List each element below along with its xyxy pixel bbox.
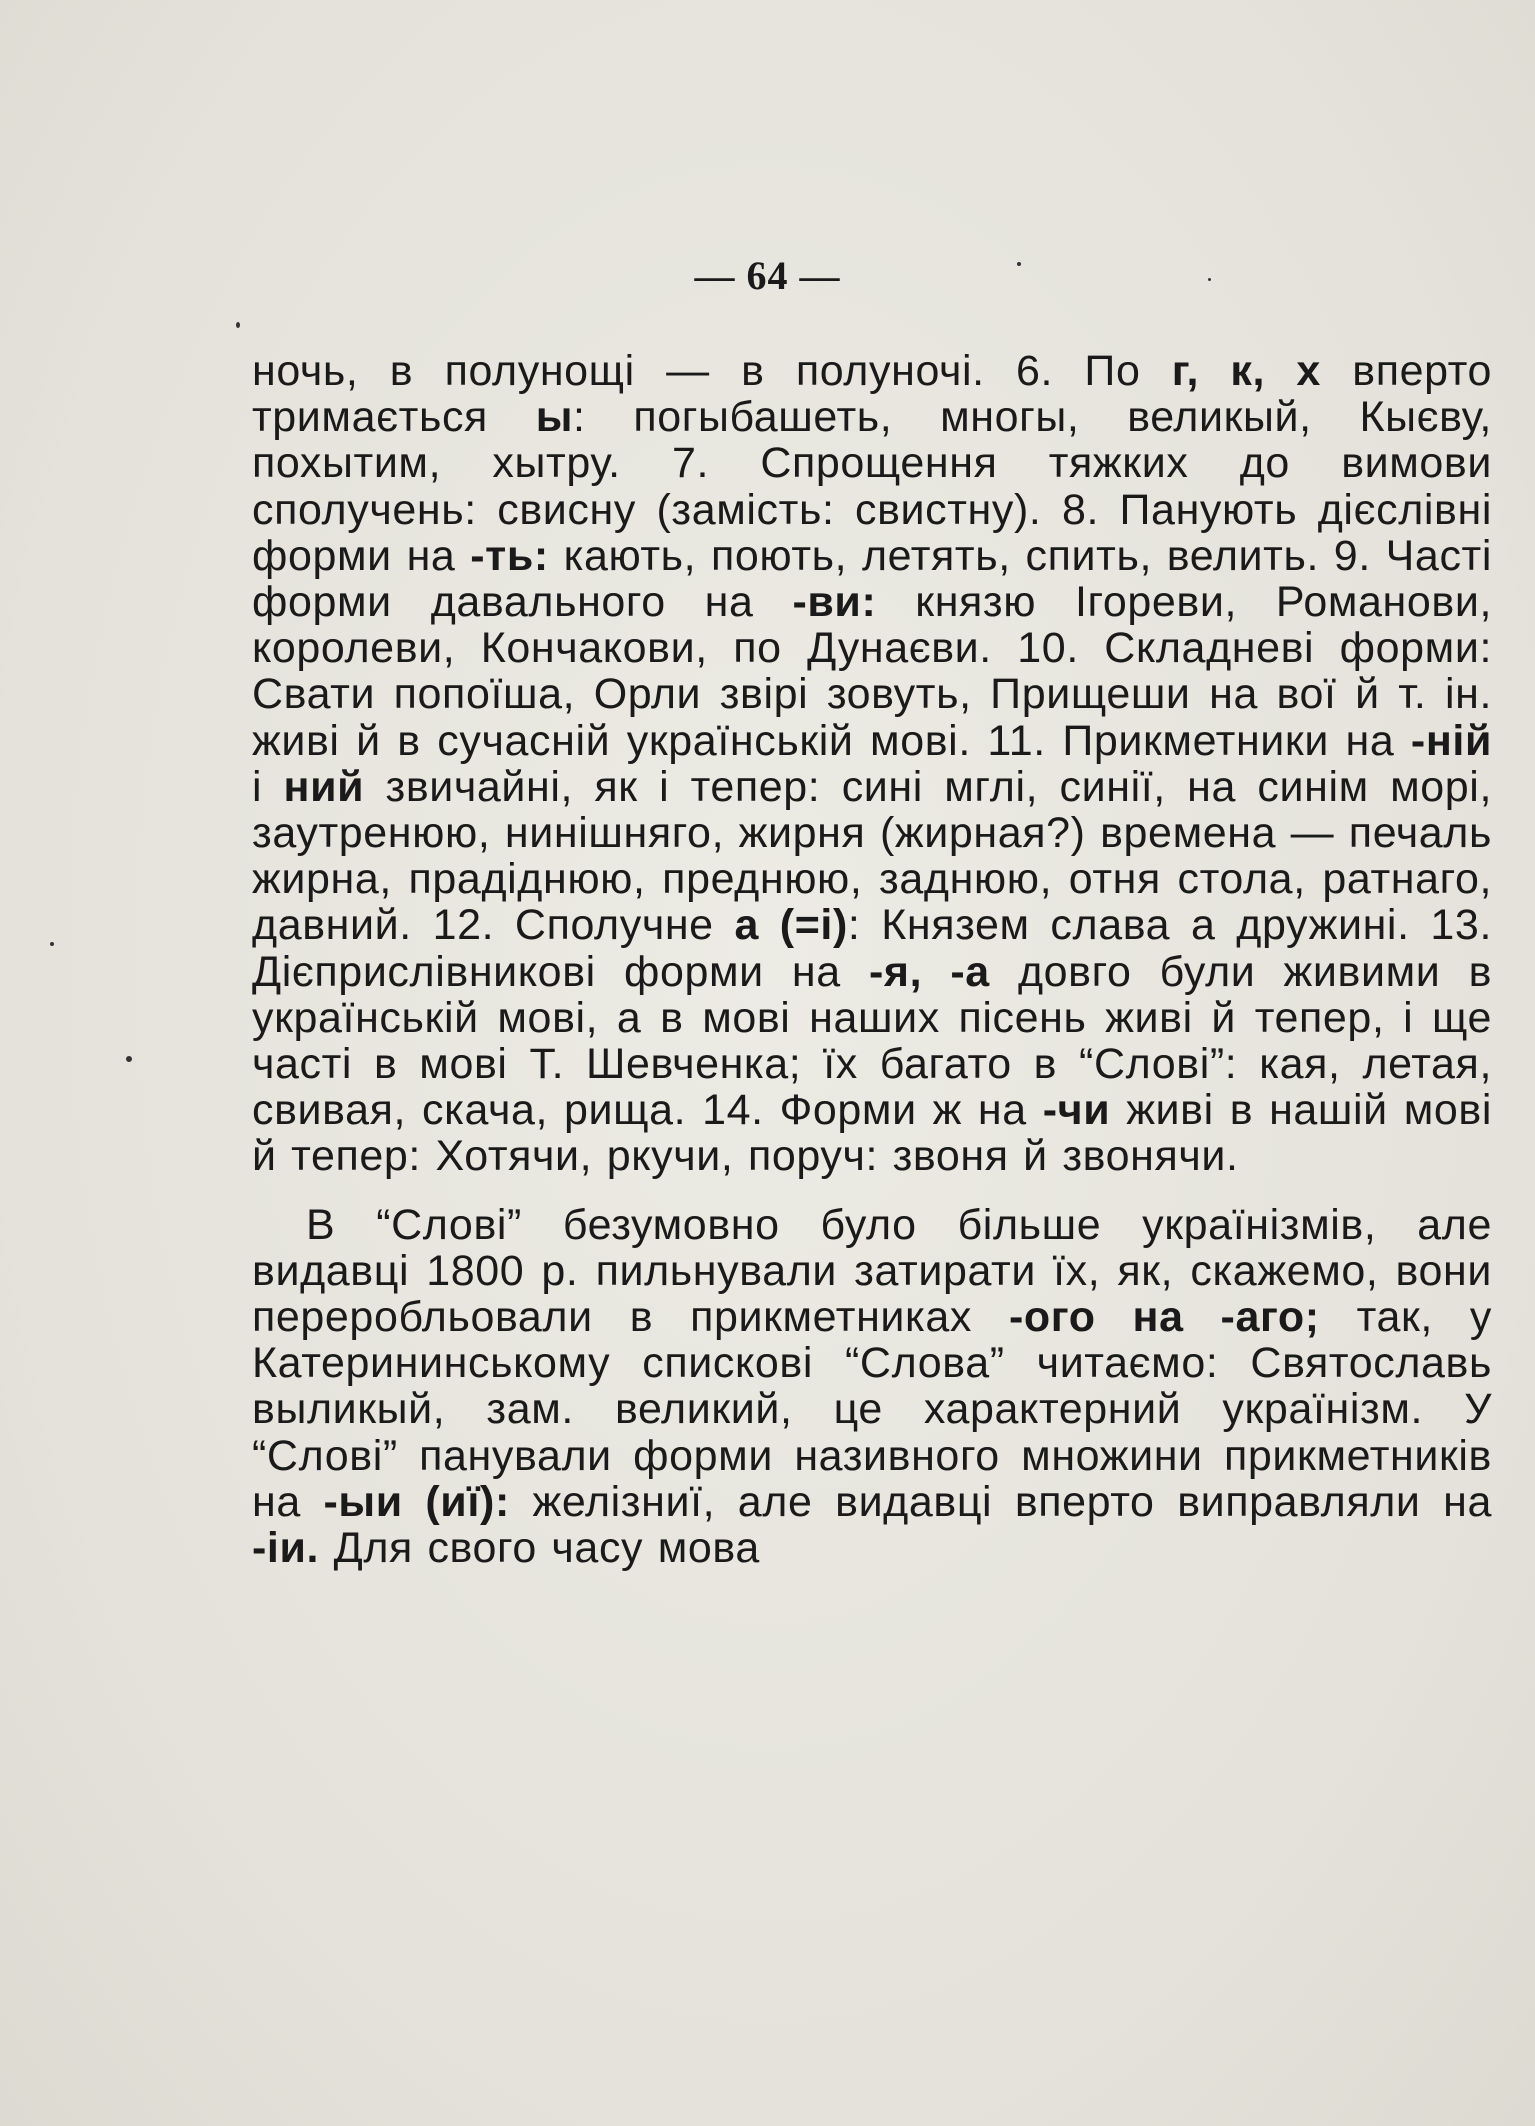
text-fragment: : погыбашеть, многы, великый, Кыєву, похытим, хытру. 7. Спрощення тяжких до вимови сполучень: свисну (замість: свистну). 8. Панують дієслівні форми на [252, 393, 1492, 580]
text-fragment: Для свого часу мова [319, 1524, 760, 1573]
bold-fragment: -чи [1042, 1086, 1111, 1135]
bold-fragment: -ви: [792, 578, 877, 627]
text-fragment: живі в нашій мові й тепер: Хотячи, ркучи, поруч: звоня й звонячи. [252, 1086, 1492, 1181]
text-fragment [759, 901, 780, 949]
text-fragment: В “Слові” безумовно було більше українізмів, але видавці 1800 р. пильнували затирати їх, як, скажемо, вони переробльовали в прикметниках [252, 1200, 1492, 1342]
bold-fragment: -ого на -аго; [1008, 1293, 1320, 1342]
bold-fragment: ы [535, 393, 574, 442]
paragraph-1 [252, 348, 1492, 1180]
paragraph-2 [252, 1202, 1492, 1572]
text-fragment: і [252, 762, 284, 811]
text-fragment: звичайні, як і тепер: сині мглі, синії, на синім морі, заутренюю, нинішняго, жирня (жирная?) времена — печаль жирна, прадіднюю, преднюю, заднюю, отня стола, ратнаго, давний. 12. Сполучне [252, 762, 1493, 950]
text-fragment: кають, поють, летять, спить, велить. 9. Часті форми давального на [252, 531, 1492, 627]
text-fragment [922, 948, 950, 996]
text-fragment: ночь, в полунощі — в полуночі. 6. По [252, 347, 1172, 395]
text-fragment: довго були живими в українській мові, а в мові наших пісень живі й тепер, і ще часті в мові Т. Шевченка; їх багато в “Слові”: кая, летая, свивая, скача, рища. 14. Форми ж на [252, 947, 1493, 1135]
text-fragment: желізниї, але видавці вперто виправляли на [509, 1477, 1492, 1526]
text-fragment: князю Ігореви, Романови, королеви, Кончакови, по Дунаєви. 10. Складневі форми: Свати попоїша, Орли звірі зовуть, Прищеши на вої й т. ін. живі й в сучасній українській мові. 11. Прикметники на [252, 578, 1492, 765]
text-fragment: так, у Катерининському спискові “Слова” читаємо: Святославь выликый, зам. великий, це характерний українізм. У “Слові” панували форми називного множини прикметників на [252, 1293, 1493, 1526]
bold-fragment: -ыи (иї): [323, 1477, 510, 1526]
bold-fragment: -іи. [252, 1524, 320, 1573]
text-fragment: вперто тримається [252, 347, 1492, 442]
bold-fragment: а [734, 901, 759, 950]
scan-speck [1208, 278, 1211, 281]
scan-speck [1017, 262, 1021, 266]
bold-fragment: -ній [1410, 716, 1492, 765]
bold-fragment: г, к, х [1171, 347, 1321, 395]
text-fragment: : Князем слава а дружині. 13. Дієприслівникові форми на [252, 901, 1492, 996]
body-text [252, 348, 1492, 1571]
scan-speck [126, 1056, 132, 1062]
page-number: — 64 — [694, 253, 841, 298]
scan-speck [50, 942, 54, 946]
scan-speck [236, 322, 240, 328]
bold-fragment: -а [950, 947, 990, 996]
bold-fragment: -я, [868, 947, 923, 996]
bold-fragment: -ть: [470, 531, 549, 580]
bold-fragment: ний [283, 762, 365, 811]
bold-fragment: (=і) [779, 901, 848, 950]
